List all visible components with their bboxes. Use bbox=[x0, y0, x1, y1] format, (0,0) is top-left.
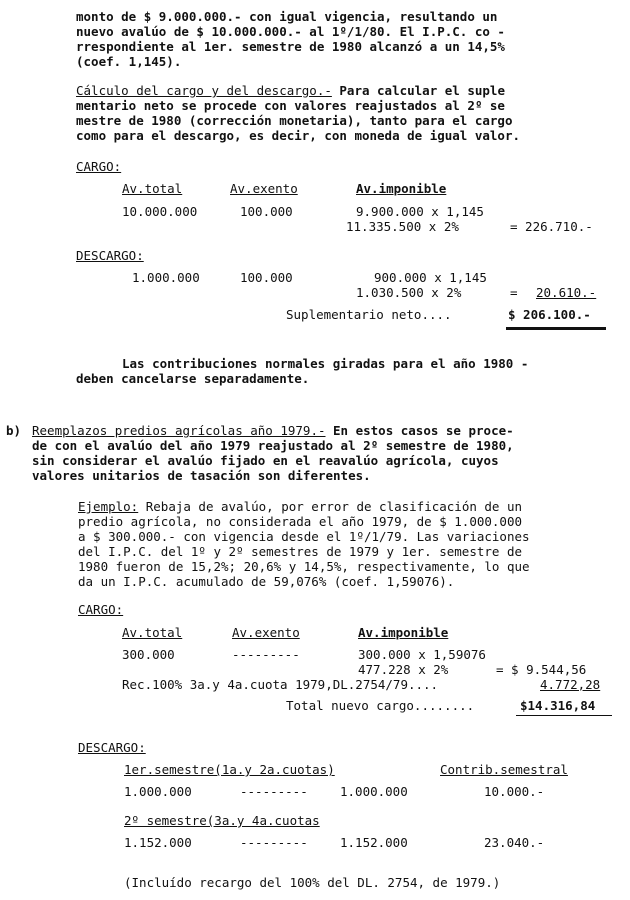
section-b-line-1 bbox=[32, 424, 514, 438]
example-line-6: da un I.P.C. acumulado de 59,076% (coef. 1,59076). bbox=[78, 574, 455, 589]
example-line-3: a $ 300.000.- con vigencia desde el 1º/1/79. Las variaciones bbox=[78, 529, 530, 544]
note-line-2: deben cancelarse separadamente. bbox=[76, 371, 310, 386]
section-b-line-1-text: En estos casos se proce- bbox=[325, 423, 514, 438]
cargo-calc-2: 11.335.500 x 2% bbox=[346, 219, 459, 234]
sem1-label: 1er.semestre(1a.y 2a.cuotas) bbox=[124, 762, 335, 777]
example-cargo-result-1: = $ 9.544,56 bbox=[496, 662, 587, 677]
descargo-result: 20.610.- bbox=[536, 285, 597, 300]
section-b-heading: Reemplazos predios agrícolas año 1979.- bbox=[32, 423, 326, 438]
intro-line-3: rrespondiente al 1er. semestre de 1980 alcanzó a un 14,5% bbox=[76, 39, 505, 54]
example-cargo-header-total: Av.total bbox=[122, 625, 183, 640]
sem1-exento: --------- bbox=[240, 784, 308, 799]
section-b-line-2: de con el avalúo del año 1979 reajustado al 2º semestre de 1980, bbox=[32, 438, 514, 453]
section-b-marker: b) bbox=[6, 423, 22, 438]
note-line-1: Las contribuciones normales giradas para el año 1980 - bbox=[122, 356, 529, 371]
example-cargo-exento: --------- bbox=[232, 647, 300, 662]
example-heading: Ejemplo: bbox=[78, 499, 139, 514]
example-cargo-total-value: $14.316,84 bbox=[520, 698, 596, 713]
example-line-4: del I.P.C. del 1º y 2º semestres de 1979 y 1er. semestre de bbox=[78, 544, 523, 559]
intro-line-2: nuevo avalúo de $ 10.000.000.- al 1º/1/80. El I.P.C. co - bbox=[76, 24, 505, 39]
example-cargo-rec-value: 4.772,28 bbox=[540, 677, 601, 692]
cargo-header-total: Av.total bbox=[122, 181, 183, 196]
cargo-calc-1: 9.900.000 x 1,145 bbox=[356, 204, 484, 219]
descargo-calc-1: 900.000 x 1,145 bbox=[374, 270, 487, 285]
sem2-imponible: 1.152.000 bbox=[340, 835, 408, 850]
section-b-line-3: sin considerar el avalúo fijado en el reavalúo agrícola, cuyos bbox=[32, 453, 499, 468]
example-cargo-calc-1: 300.000 x 1,59076 bbox=[358, 647, 486, 662]
example-cargo-total: 300.000 bbox=[122, 647, 175, 662]
calc-line-3: mestre de 1980 (corrección monetaria), tanto para el cargo bbox=[76, 113, 513, 128]
cargo-total: 10.000.000 bbox=[122, 204, 198, 219]
example-line-2: predio agrícola, no considerada el año 1979, de $ 1.000.000 bbox=[78, 514, 523, 529]
cargo-label: CARGO: bbox=[76, 159, 122, 174]
example-line-1 bbox=[78, 500, 522, 514]
sem1-imponible: 1.000.000 bbox=[340, 784, 408, 799]
example-cargo-header-exento: Av.exento bbox=[232, 625, 300, 640]
sem2-exento: --------- bbox=[240, 835, 308, 850]
example-cargo-label: CARGO: bbox=[78, 602, 124, 617]
example-cargo-total-label: Total nuevo cargo........ bbox=[286, 698, 475, 713]
descargo-exento: 100.000 bbox=[240, 270, 293, 285]
suplementario-label: Suplementario neto.... bbox=[286, 307, 452, 322]
calc-line-4: como para el descargo, es decir, con moneda de igual valor. bbox=[76, 128, 521, 143]
example-cargo-total-rule bbox=[516, 715, 612, 716]
example-cargo-calc-2: 477.228 x 2% bbox=[358, 662, 449, 677]
sem2-total: 1.152.000 bbox=[124, 835, 192, 850]
cargo-header-imponible: Av.imponible bbox=[356, 181, 447, 196]
calc-heading: Cálculo del cargo y del descargo.- bbox=[76, 83, 332, 98]
descargo-result-equals: = bbox=[510, 285, 518, 300]
suplementario-rule bbox=[506, 327, 606, 330]
intro-line-1: monto de $ 9.000.000.- con igual vigencia, resultando un bbox=[76, 9, 498, 24]
section-b-line-4: valores unitarios de tasación son diferentes. bbox=[32, 468, 371, 483]
sem2-contrib: 23.040.- bbox=[484, 835, 545, 850]
cargo-exento: 100.000 bbox=[240, 204, 293, 219]
cargo-result: = 226.710.- bbox=[510, 219, 593, 234]
example-cargo-rec-label: Rec.100% 3a.y 4a.cuota 1979,DL.2754/79.... bbox=[122, 677, 439, 692]
descargo-calc-2: 1.030.500 x 2% bbox=[356, 285, 462, 300]
example-descargo-label: DESCARGO: bbox=[78, 740, 146, 755]
example-cargo-header-imponible: Av.imponible bbox=[358, 625, 449, 640]
sem1-total: 1.000.000 bbox=[124, 784, 192, 799]
suplementario-value: $ 206.100.- bbox=[508, 307, 591, 322]
cargo-header-exento: Av.exento bbox=[230, 181, 298, 196]
descargo-label: DESCARGO: bbox=[76, 248, 144, 263]
contrib-label: Contrib.semestral bbox=[440, 762, 568, 777]
sem1-contrib: 10.000.- bbox=[484, 784, 545, 799]
calc-line-2: mentario neto se procede con valores reajustados al 2º se bbox=[76, 98, 505, 113]
example-line-5: 1980 fueron de 15,2%; 20,6% y 14,5%, respectivamente, lo que bbox=[78, 559, 530, 574]
calc-paragraph-line-1 bbox=[76, 84, 505, 98]
example-footnote: (Incluído recargo del 100% del DL. 2754, de 1979.) bbox=[124, 875, 501, 890]
sem2-label: 2º semestre(3a.y 4a.cuotas bbox=[124, 813, 320, 828]
example-line-1-text: Rebaja de avalúo, por error de clasificación de un bbox=[138, 499, 523, 514]
intro-line-4: (coef. 1,145). bbox=[76, 54, 182, 69]
calc-line-1-text: Para calcular el suple bbox=[331, 83, 505, 98]
descargo-total: 1.000.000 bbox=[132, 270, 200, 285]
